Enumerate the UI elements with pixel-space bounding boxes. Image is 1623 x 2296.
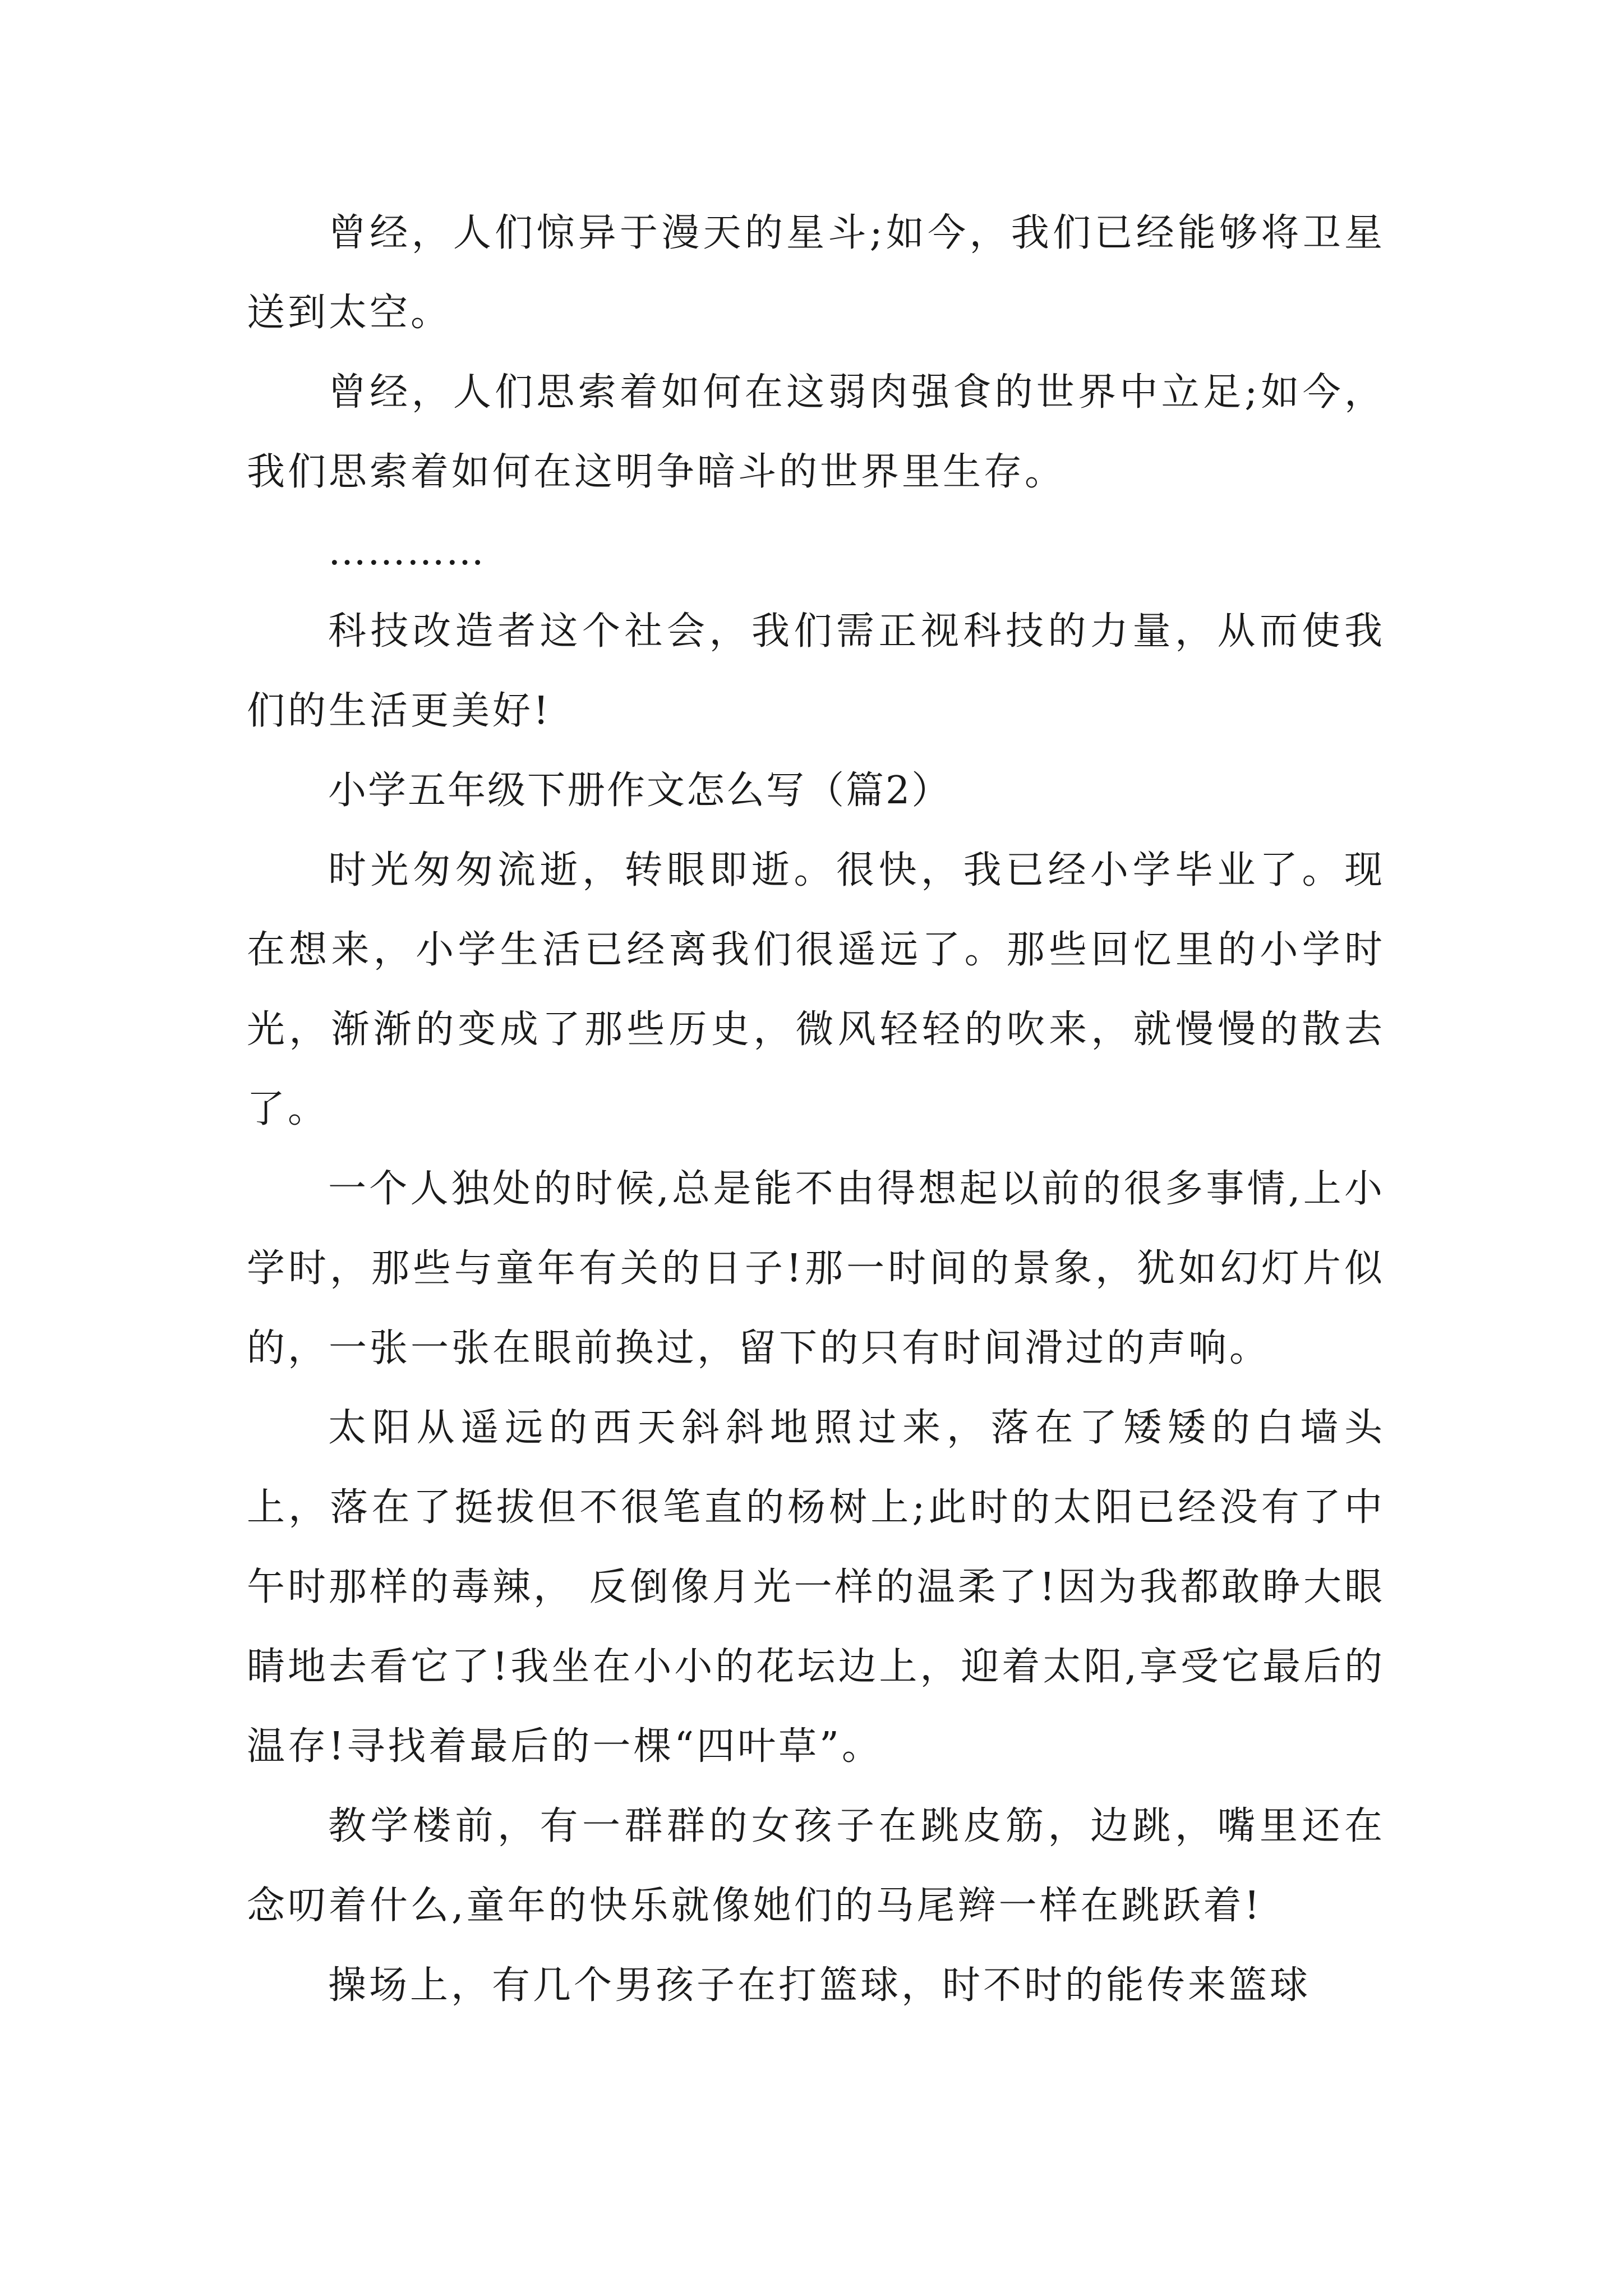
paragraph-stars: 曾经，人们惊异于漫天的星斗;如今，我们已经能够将卫星送到太空。 [247,211,1385,335]
paragraph-time-passes: 时光匆匆流逝，转眼即逝。很快，我已经小学毕业了。现在想来，小学生活已经离我们很遥远了。那些回忆里的小学时光，渐渐的变成了那些历史，微风轻轻的吹来，就慢慢的散去了。 [247,848,1385,1131]
paragraph-technology: 科技改造者这个社会，我们需正视科技的力量，从而使我们的生活更美好! [247,609,1385,733]
paragraph-ellipsis: ………… [328,530,485,574]
paragraph-playground: 操场上，有几个男孩子在打篮球，时不时的能传来篮球 [328,1963,1311,2008]
section-heading: 小学五年级下册作文怎么写（篇2） [328,769,952,813]
paragraph-girls: 教学楼前，有一群群的女孩子在跳皮筋，边跳，嘴里还在念叨着什么,童年的快乐就像她们的马尾辫一样在跳跃着! [247,1804,1385,1928]
paragraph-alone: 一个人独处的时候,总是能不由得想起以前的很多事情,上小学时，那些与童年有关的日子!那一时间的景象，犹如幻灯片似的，一张一张在眼前换过，留下的只有时间滑过的声响。 [247,1167,1385,1370]
document-body [247,194,1385,2026]
paragraph-survival: 曾经，人们思索着如何在这弱肉强食的世界中立足;如今，我们思索着如何在这明争暗斗的世界里生存。 [247,370,1385,494]
paragraph-sun: 太阳从遥远的西天斜斜地照过来，落在了矮矮的白墙头上，落在了挺拔但不很笔直的杨树上;此时的太阳已经没有了中午时那样的毒辣， 反倒像月光一样的温柔了!因为我都敢睁大眼睛地去看它了!我坐在小小的花坛边上，迎着太阳,享受它最后的温存!寻找着最后的一棵“四叶草”。 [247,1406,1385,1769]
